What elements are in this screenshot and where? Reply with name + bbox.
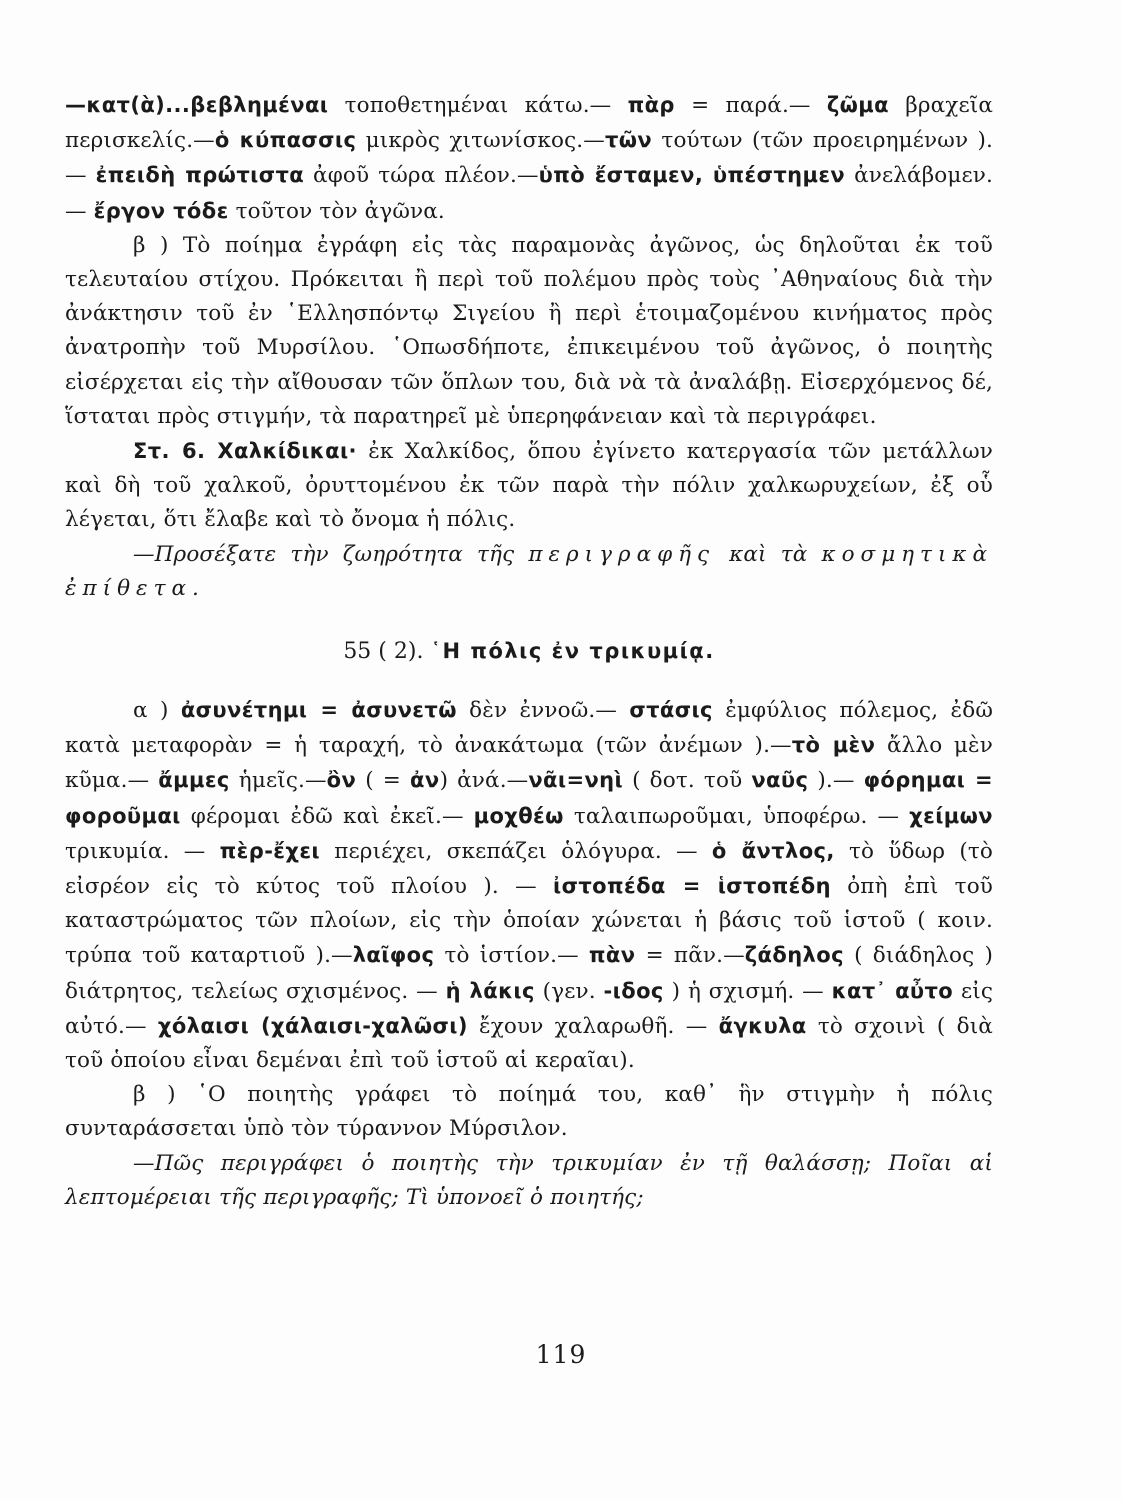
term: κατ᾿ αὖτο (831, 978, 954, 1003)
term: ἀν (410, 768, 440, 793)
gloss: εἰς αὐτό.— (65, 978, 994, 1039)
gloss: τούτων (τῶν προειρημένων ).— (65, 128, 993, 189)
gloss: ἔχουν χαλαρωθῆ. — (467, 1013, 719, 1039)
term: ὑπὸ ἔσταμεν, ὑπέστημεν (538, 163, 846, 188)
gloss: ἀνελάβομεν.— (65, 163, 994, 224)
gloss: τρικυμία. — (65, 838, 220, 864)
term: πὲρ-ἔχει (219, 838, 321, 863)
verse-reference: Στ. 6. Χαλκίδικαι· (133, 439, 357, 464)
gloss: ( = (356, 768, 411, 794)
exercise-paragraph-2 (65, 1147, 993, 1215)
glossary-paragraph-2 (65, 693, 993, 1078)
gloss: ὀπὴ ἐπὶ τοῦ καταστρώματος τῶν πλοίων, εἰς τὴν ὁποίαν χώνεται ἡ βάσις τοῦ ἱστοῦ ( κοιν. τρύπα τοῦ καταρτιοῦ ).— (65, 874, 994, 969)
gloss: (γεν. (534, 978, 604, 1004)
term: ναῦς (751, 768, 809, 793)
gloss: ( διάδηλος ) διάτρητος, τελείως σχισμένος. — (65, 943, 993, 1004)
gloss: περιέχει, σκεπάζει ὁλόγυρα. — (320, 838, 712, 864)
page-number: 119 (535, 1340, 587, 1369)
term: ἄγκυλα (718, 1013, 807, 1038)
gloss: ἀφοῦ τώρα πλέον.— (304, 163, 539, 189)
gloss: βραχεῖα περισκελίς.— (65, 93, 993, 154)
term: φόρημαι = φοροῦμαι (65, 768, 994, 828)
commentary-text: β ) ῾Ο ποιητὴς γράφει τὸ ποίημά του, καθ᾿ ἣν στιγμὴν ἡ πόλις συνταράσσεται ὑπὸ τὸν τύραννον Μύρσιλον. (65, 1082, 993, 1142)
exercise-text: —Πῶς περιγράφει ὁ ποιητὴς τὴν τρικυμίαν ἐν τῇ θαλάσσῃ; Ποῖαι αἱ λεπτομέρειαι τῆς περιγραφῆς; Τὶ ὑπονοεῖ ὁ ποιητής; (65, 1150, 993, 1210)
gloss: ).— (808, 768, 864, 794)
commentary-text: β ) Τὸ ποίημα ἐγράφη εἰς τὰς παραμονὰς ἀγῶνος, ὡς δηλοῦται ἐκ τοῦ τελευταίου στίχου. Πρόκειται ἢ περὶ τοῦ πολέμου πρὸς τοὺς ᾿Αθηναίους διὰ τὴν ἀνάκτησιν τοῦ ἐν ῾Ελλησπόντῳ Σιγείου ἢ περὶ ἑτοιμαζομένου κινήματος πρὸς ἀνατροπὴν τοῦ Μυρσίλου. ῾Οπωσδήποτε, ἐπικειμένου τοῦ ἀγῶνος, ὁ ποιητὴς εἰσέρχεται εἰς τὴν αἴθουσαν τῶν ὅπλων του, διὰ νὰ τὰ ἀναλάβῃ. Εἰσερχόμενος δέ, ἵσταται πρὸς στιγμήν, τὰ παρατηρεῖ μὲ ὑπερηφάνειαν καὶ τὰ περιγράφει. (65, 232, 993, 429)
commentary-paragraph-2 (65, 1078, 993, 1146)
term: μοχθέω (473, 803, 564, 828)
term: ὁ κύπασσις (214, 128, 357, 153)
term: ἰστοπέδα = ἱστοπέδη (553, 874, 831, 899)
commentary-paragraph (65, 229, 993, 434)
exercise-emphasis: κοσμητικὰ ἐπίθετα. (65, 541, 993, 601)
gloss: ἄλλο μὲν κῦμα.— (65, 733, 993, 794)
term: τὸ μὲν (791, 733, 876, 758)
exercise-emphasis: περιγραφῆς (528, 541, 716, 567)
term: ζάδηλος (744, 943, 844, 968)
exercise-text: καὶ τὰ (715, 541, 822, 567)
gloss: τὸ ὕδωρ (τὸ εἰσρέον εἰς τὸ κύτος τοῦ πλοίου ). — (65, 838, 993, 900)
term: ἄμμες (158, 768, 230, 793)
gloss: ( δοτ. τοῦ (623, 768, 752, 794)
term: ἐπειδὴ πρώτιστα (95, 163, 305, 188)
item-label: α ) (133, 698, 181, 724)
gloss: ἐμφύλιος πόλεμος, ἐδῶ κατὰ μεταφορὰν = ἡ ταραχή, τὸ ἀνακάτωμα (τῶν ἀνέμων ).— (65, 698, 994, 759)
verse-note-paragraph (65, 434, 993, 538)
gloss: μικρὸς χιτωνίσκος.— (356, 128, 605, 154)
term: ζῶμα (826, 93, 889, 117)
term: νᾶι=νηὶ (528, 768, 624, 793)
term: χείμων (909, 803, 993, 828)
section-number: 55 ( 2). (343, 639, 431, 665)
section-title: ῾Η πόλις ἐν τρικυμίᾳ. (430, 639, 715, 664)
section-heading (65, 634, 993, 669)
term: χόλαισι (χάλαισι-χαλῶσι) (157, 1013, 468, 1038)
term: ὁ ἄντλος, (711, 838, 835, 863)
term: πὰν (588, 943, 636, 968)
gloss: ἡμεῖς.— (229, 768, 327, 794)
term: τῶν (604, 128, 653, 153)
gloss: = πᾶν.— (635, 943, 745, 969)
gloss: = παρά.— (674, 93, 827, 118)
exercise-text: —Προσέξατε τὴν ζωηρότητα τῆς (133, 541, 529, 567)
verse-note-text: ἐκ Χαλκίδος, ὅπου ἐγίνετο κατεργασία τῶν μετάλλων καὶ δὴ τοῦ χαλκοῦ, ὀρυττομένου ἐκ τῶν παρὰ τὴν πόλιν χαλκωρυχείων, ἐξ οὗ λέγεται, ὅτι ἔλαβε καὶ τὸ ὄνομα ἡ πόλις. (65, 439, 993, 533)
term: ἔργον τόδε (93, 198, 229, 223)
gloss: τοποθετημέναι κάτω.— (328, 93, 628, 118)
glossary-paragraph-1 (65, 88, 993, 229)
term: ὂν (326, 768, 357, 793)
page-content (65, 88, 993, 1215)
term: λαῖφος (352, 943, 435, 968)
gloss: φέρομαι ἐδῶ καὶ ἐκεῖ.— (180, 803, 474, 829)
gloss: ) ἡ σχισμή. — (663, 978, 832, 1004)
term: στάσις (629, 698, 713, 723)
term: πὰρ (627, 93, 675, 117)
gloss: ταλαιπωροῦμαι, ὑποφέρω. — (563, 803, 910, 829)
gloss: δὲν ἐννοῶ.— (456, 698, 630, 724)
gloss: τὸ ἱστίον.— (434, 943, 589, 969)
exercise-paragraph-1 (65, 538, 993, 606)
term: ἀσυνέτημι = ἀσυνετῶ (180, 698, 457, 723)
gloss: ) ἀνά.— (439, 768, 529, 794)
gloss: τοῦτον τὸν ἀγῶνα. (228, 198, 445, 224)
gloss: τὸ σχοινὶ ( διὰ τοῦ ὁποίου εἶναι δεμέναι ἐπὶ τοῦ ἱστοῦ αἱ κεραῖαι). (65, 1013, 993, 1074)
term: —κατ(ὰ)...βεβλημέναι (65, 93, 329, 117)
term: -ιδος (603, 978, 664, 1003)
term: ἡ λάκις (445, 978, 535, 1003)
